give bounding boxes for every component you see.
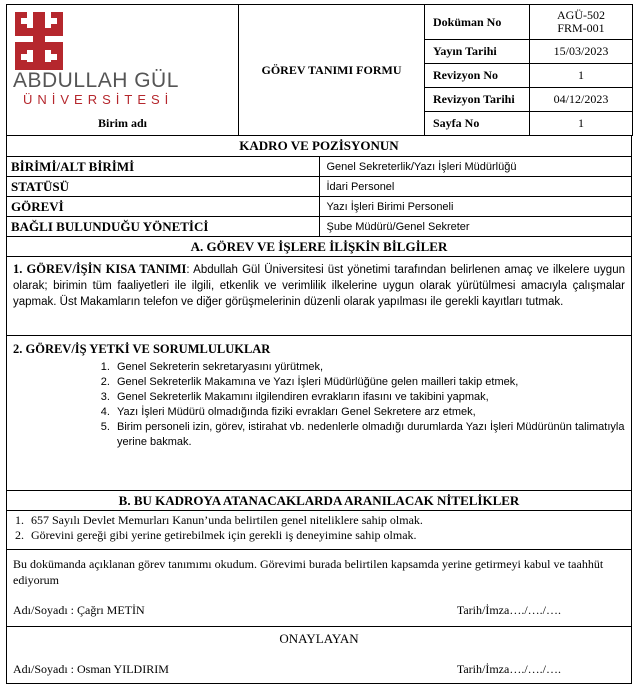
logo-subtitle: ÜNİVERSİTESİ — [23, 91, 174, 107]
short-definition — [7, 257, 632, 336]
approval-block — [7, 627, 632, 684]
doc-no-line2: FRM-001 — [557, 21, 605, 35]
list-item: 5. Birim personeli izin, görev, istirahat vb. nedenlerle olmadığı durumlarda Yazı İşleri Müdürünün talimatıyla yerine bakmak. — [113, 420, 625, 450]
unit-name-label: Birim adı — [7, 112, 239, 136]
revision-date-label: Revizyon Tarihi — [425, 88, 530, 112]
kadro-label-status: STATÜSÜ — [7, 177, 320, 197]
approver-name: Adı/Soyadı : Osman YILDIRIM — [13, 662, 169, 676]
section-a-title: A. GÖREV VE İŞLERE İLİŞKİN BİLGİLER — [7, 237, 632, 257]
kadro-value-status: İdari Personel — [319, 177, 632, 197]
publish-date-value: 15/03/2023 — [530, 40, 633, 64]
approval-signature-row — [13, 661, 625, 677]
kadro-title: KADRO VE POZİSYONUN — [7, 136, 632, 157]
declarant-date-signature: Tarih/İmza…./…./…. — [456, 603, 561, 617]
logo-cell — [7, 5, 239, 112]
document-page — [6, 4, 632, 684]
short-definition-text: : Abdullah Gül Üniversitesi üst yönetimi tarafından belirlenen amaç ve ilkelere uygun olarak; birimin tüm faaliyetleri ile ilgili, etkenlik ve verimlilik ilkelerine uygun olarak yürütülmesi amacıyla çalışmalar yapmak. Üst Makamların telefon ve diğer görüşmelerinin düzenli olarak yapılması ile gerekli kayıtları tutmak. — [13, 264, 625, 308]
kadro-label-manager: BAĞLI BULUNDUĞU YÖNETİCİ — [7, 217, 320, 237]
kadro-value-duty: Yazı İşleri Birimi Personeli — [319, 197, 632, 217]
list-item: 2. Genel Sekreterlik Makamına ve Yazı İşleri Müdürlüğüne gelen mailleri takip etmek, — [113, 375, 625, 390]
doc-no-value — [530, 5, 633, 40]
kadro-label-duty: GÖREVİ — [7, 197, 320, 217]
kadro-row — [7, 217, 632, 237]
kadro-row — [7, 197, 632, 217]
revision-no-label: Revizyon No — [425, 64, 530, 88]
declaration-block — [7, 550, 632, 627]
doc-no-label: Doküman No — [425, 5, 530, 40]
declaration-text: Bu dokümanda açıklanan görev tanımımı okudum. Görevimi burada belirtilen kapsamda yerine getirmeyi kabul ve taahhüt ediyorum — [13, 557, 604, 587]
list-item: 4. Yazı İşleri Müdürü olmadığında fiziki evrakları Genel Sekretere arz etmek, — [113, 405, 625, 420]
section-a-table — [6, 237, 632, 491]
duties-list — [13, 360, 625, 450]
university-logo — [13, 10, 238, 72]
kadro-label-unit: BİRİMİ/ALT BİRİMİ — [7, 157, 320, 177]
qualifications-list — [7, 513, 631, 543]
logo-title: ABDULLAH GÜL — [13, 68, 179, 92]
list-item: 1. Genel Sekreterin sekretaryasını yürütmek, — [113, 360, 625, 375]
university-emblem-icon — [13, 10, 65, 72]
duties-label: 2. GÖREV/İŞ YETKİ VE SORUMLULUKLAR — [13, 342, 271, 356]
signature-table — [6, 550, 632, 684]
section-b-table — [6, 491, 632, 550]
page-no-value: 1 — [530, 112, 633, 136]
kadro-value-manager: Şube Müdürü/Genel Sekreter — [319, 217, 632, 237]
approval-title: ONAYLAYAN — [279, 631, 359, 646]
section-b-title: B. BU KADROYA ATANACAKLARDA ARANILACAK NİTELİKLER — [7, 491, 632, 511]
declarant-name: Adı/Soyadı : Çağrı METİN — [13, 603, 145, 617]
list-item: 3. Genel Sekreterlik Makamını ilgilendiren evrakların ifasını ve takibini yapmak, — [113, 390, 625, 405]
kadro-row — [7, 157, 632, 177]
revision-date-value: 04/12/2023 — [530, 88, 633, 112]
revision-no-value: 1 — [530, 64, 633, 88]
short-definition-label: 1. GÖREV/İŞİN KISA TANIMI — [13, 262, 187, 276]
header-table — [6, 4, 633, 136]
list-item: 1. 657 Sayılı Devlet Memurları Kanun’unda belirtilen genel niteliklere sahip olmak. — [27, 513, 631, 528]
qualifications-block — [7, 511, 632, 550]
kadro-row — [7, 177, 632, 197]
page-no-label: Sayfa No — [425, 112, 530, 136]
list-item: 2. Görevini gereği gibi yerine getirebilmek için gerekli iş deneyimine sahip olmak. — [27, 528, 631, 543]
declaration-signature-row — [13, 602, 625, 618]
publish-date-label: Yayın Tarihi — [425, 40, 530, 64]
form-title: GÖREV TANIMI FORMU — [239, 5, 425, 136]
doc-no-line1: AGÜ-502 — [557, 8, 605, 22]
duties-block — [7, 336, 632, 491]
kadro-value-unit: Genel Sekreterlik/Yazı İşleri Müdürlüğü — [319, 157, 632, 177]
approver-date-signature: Tarih/İmza…./…./…. — [456, 662, 561, 676]
kadro-table — [6, 136, 632, 237]
